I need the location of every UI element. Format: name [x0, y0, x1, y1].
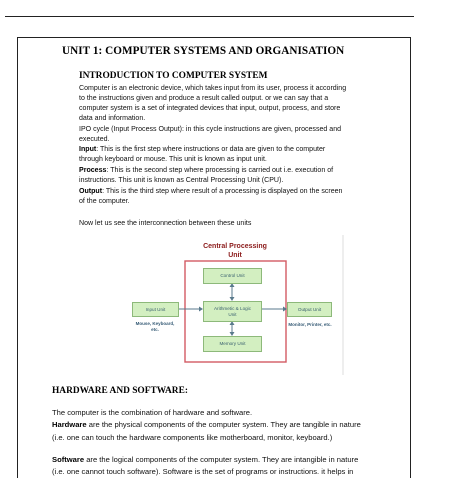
software-term: Software [52, 455, 85, 464]
output-unit-label: Output Unit [297, 306, 322, 312]
output-definition-cont: of the computer. [79, 198, 130, 205]
hw-intro-line: The computer is the combination of hardware and software. [52, 408, 253, 417]
memory-unit-label: Memory Unit [219, 341, 246, 347]
output-definition: Output: This is the third step where result of a processing is displayed on the screen [79, 188, 343, 195]
output-unit-box [287, 302, 332, 317]
cpu-title-line1: Central Processing [203, 243, 267, 250]
input-definition-cont: through keyboard or mouse. This unit is known as input unit. [79, 156, 267, 163]
cpu-title-line2: Unit [228, 252, 242, 259]
intro-line: data and information. [79, 115, 146, 122]
control-unit-label: Control Unit [220, 273, 245, 279]
intro-line: computer system is a set of integrated devices that input, output, process, and store [79, 105, 341, 112]
alu-label-line1: Arithmetic & Logic [213, 306, 252, 311]
control-unit-box [203, 268, 262, 284]
software-definition: Software are the logical components of the computer system. They are intangible in nature [52, 455, 359, 464]
ipo-line: executed. [79, 136, 110, 143]
intro-heading: INTRODUCTION TO COMPUTER SYSTEM [79, 71, 268, 81]
output-term: Output [79, 188, 103, 195]
unit-title: UNIT 1: COMPUTER SYSTEMS AND ORGANISATION [62, 45, 345, 57]
software-definition-cont: (i.e. one cannot touch software). Software is the set of programs or instructions. it helps in [52, 467, 354, 476]
process-definition: Process: This is the second step where processing is carried out i.e. execution of [79, 167, 334, 174]
input-unit-box [132, 302, 179, 317]
ipo-line: IPO cycle (Input Process Output): in this cycle instructions are given, processed and [79, 126, 342, 133]
intro-line: Computer is an electronic device, which takes input from its user, process it according [79, 85, 347, 92]
top-rule [5, 16, 414, 17]
input-definition: Input: This is the first step where instructions or data are given to the computer [79, 146, 326, 153]
hardware-definition: Hardware are the physical components of the computer system. They are tangible in nature [52, 420, 361, 429]
intro-line: to the instructions given and produce a result called output. or we can say that a [79, 95, 329, 102]
input-devices-line1: Mouse, Keyboard, [135, 321, 175, 326]
cpu-title [198, 242, 272, 260]
alu-label-line2: Unit [228, 311, 237, 317]
process-definition-cont: instructions. This unit is known as Central Processing Unit (CPU). [79, 177, 284, 184]
process-term: Process [79, 167, 107, 174]
memory-unit-box [203, 336, 262, 352]
output-devices: Monitor, Printer, etc. [288, 322, 332, 327]
cpu-diagram [132, 235, 344, 375]
alu-box [203, 301, 262, 322]
input-term: Input [79, 146, 97, 153]
input-unit-label: Input Unit [145, 306, 166, 312]
input-devices-line2: etc. [151, 326, 159, 332]
hardware-term: Hardware [52, 420, 87, 429]
interconnection-text: Now let us see the interconnection between these units [79, 220, 252, 227]
hardware-software-heading: HARDWARE AND SOFTWARE: [52, 386, 188, 396]
input-devices [132, 321, 178, 332]
hardware-definition-cont: (i.e. one can touch the hardware components like motherboard, monitor, keyboard.) [52, 433, 333, 442]
